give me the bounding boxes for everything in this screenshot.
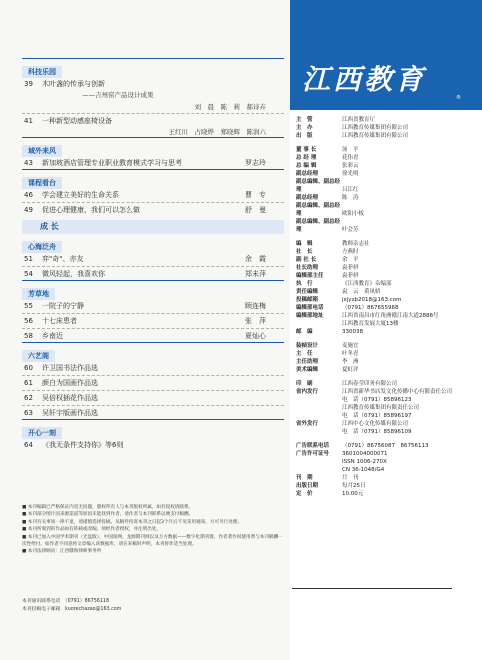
masthead-row <box>296 124 480 132</box>
masthead-key: 省内发行 <box>296 389 319 395</box>
toc-entry[interactable]: 62 吴倍权插花作品选 <box>24 394 98 402</box>
masthead-value: 江西省南昌市红角洲赣江南大道2888号 <box>342 313 439 319</box>
masthead-value: 余 平 <box>342 257 359 263</box>
masthead-value: （0791）867655968 <box>342 305 399 311</box>
section-divider <box>22 342 284 343</box>
masthead-value: 张彩云 <box>342 163 359 169</box>
contact-phone: 本刊通讯联系电话 （0791）86756118 <box>22 599 109 604</box>
growth-title: 成 长 <box>40 222 59 231</box>
masthead-value: jxjyzb2018@163.com <box>342 297 402 303</box>
masthead-row <box>296 366 480 374</box>
masthead-row <box>296 304 480 312</box>
masthead-row <box>296 412 480 420</box>
masthead-row <box>296 350 480 358</box>
toc-subtitle: ——吉州窑产品设计成果 <box>82 91 154 99</box>
toc-entry[interactable]: 39 木叶盏的传承与创新 <box>24 80 105 88</box>
masthead-value: 吕江红 <box>342 187 359 193</box>
masthead-value: 月 刊 <box>342 475 359 481</box>
masthead-row <box>296 380 480 388</box>
masthead-row <box>296 146 480 154</box>
growth-banner <box>22 220 284 234</box>
masthead-key: 副 社 长 <box>296 257 317 263</box>
toc-entry[interactable]: 60 许卫国书法作品选 <box>24 364 98 372</box>
masthead-value: 汤 平 <box>342 147 359 153</box>
masthead-key: 执 行 <box>296 281 313 287</box>
masthead-row <box>296 202 480 218</box>
masthead-value: 江西省新华书店发文化传播中心有限责任公司 <box>342 389 453 395</box>
masthead-key: 社长助理 <box>296 265 319 271</box>
masthead-key: 副总编辑、副总经理 <box>296 219 341 233</box>
masthead-value: 江西教育传媒集团有限公司 <box>342 133 409 139</box>
masthead-value: 330038 <box>342 329 363 335</box>
masthead-key: 主 管 <box>296 117 313 123</box>
note-line: ■ 本刊法律顾问：江西赣和律师事务所 <box>22 549 102 555</box>
masthead-key: 出 版 <box>296 133 313 139</box>
masthead-row <box>296 240 480 248</box>
masthead-row <box>296 272 480 280</box>
masthead-value: 电 话（0791）85896197 <box>342 413 412 419</box>
masthead-row <box>296 388 480 396</box>
masthead-row <box>296 154 480 162</box>
contact-email: 本刊投稿电子邮箱 kuorechazao@163.com <box>22 607 122 612</box>
masthead-row <box>296 296 480 304</box>
masthead-key: 邮 编 <box>296 329 313 335</box>
masthead-value: 袁菲妍 <box>342 265 359 271</box>
masthead-value: 袁菲妍 <box>342 273 359 279</box>
masthead-row <box>296 328 480 336</box>
masthead-value: 麦施宜 <box>342 343 359 349</box>
masthead-row <box>296 312 480 320</box>
masthead-row <box>296 358 480 366</box>
masthead-row <box>296 256 480 264</box>
masthead-value: 叶会芳 <box>342 227 359 233</box>
section-title: 科技乐园 <box>22 66 62 78</box>
masthead-key: 广告联系电话 <box>296 443 330 449</box>
masthead-row <box>296 264 480 272</box>
masthead-key: 投稿邮箱 <box>296 297 319 303</box>
masthead-key: 省外发行 <box>296 421 319 427</box>
masthead-value: 江西中心文化传媒有限公司 <box>342 421 409 427</box>
toc-entry[interactable]: 46 学会建立美好的生命关系 曹 专 <box>24 191 266 199</box>
masthead-info <box>296 116 480 498</box>
masthead-value: 每月25日 <box>342 483 366 489</box>
section-title: 芳草地 <box>22 288 55 300</box>
masthead-row <box>296 404 480 412</box>
masthead-value: 江西省教育厅 <box>342 117 376 123</box>
masthead-row <box>296 320 480 328</box>
masthead-value: CN 36-1048/G4 <box>342 467 385 473</box>
masthead-value: 10.00元 <box>342 491 364 497</box>
toc-entry[interactable]: 58 乡南近 夏灿心 <box>24 332 266 340</box>
masthead-value: 江西春莹印务有限公司 <box>342 381 398 387</box>
masthead-value: 叶冬青 <box>342 351 359 357</box>
masthead-value: 徐光明 <box>342 171 359 177</box>
masthead-value: 袁 云 黄凤娇 <box>342 289 381 295</box>
masthead-key: 印 刷 <box>296 381 313 387</box>
masthead-row <box>296 396 480 404</box>
masthead-row <box>296 248 480 256</box>
masthead-key: 刊 期 <box>296 475 313 481</box>
masthead-row <box>296 342 480 350</box>
masthead-row <box>296 466 480 474</box>
masthead-row <box>296 288 480 296</box>
note-line: ■ 本刊已加入中国学术期刊（光盘版）、中国知网、龙源期刊网以及万方数据——数字化期刊群，作者著作权使用费与本刊稿酬一次性给付。如作者不同意将文章编入该数据库，请在来稿时声明，本刊将作适当处理。 <box>22 534 283 548</box>
masthead-row <box>296 132 480 140</box>
masthead-key: 副总经理 <box>296 171 319 177</box>
masthead-value: 花伟青 <box>342 155 359 161</box>
masthead-key: 定 价 <box>296 491 313 497</box>
masthead-row <box>296 194 480 202</box>
masthead-key: 主 任 <box>296 351 313 357</box>
masthead-key: 董 事 长 <box>296 147 317 153</box>
masthead-key: 编 辑 <box>296 241 313 247</box>
masthead-value: 夏虹评 <box>342 367 359 373</box>
magazine-logo: 江西教育 <box>302 63 427 96</box>
masthead-value: 电 话（0791）85896109 <box>342 429 412 435</box>
masthead-key: 主任助理 <box>296 359 319 365</box>
masthead-value: 电 话（0791）85896123 <box>342 397 412 403</box>
editorial-notes <box>22 504 284 556</box>
registered-mark: ® <box>456 95 461 101</box>
toc-entry[interactable]: 56 十七床患者 张 萍 <box>24 317 266 325</box>
masthead-row <box>296 482 480 490</box>
masthead-row <box>296 450 480 458</box>
toc-entry[interactable]: 51 弈"奇"、亦友 余 霞 <box>24 255 266 263</box>
masthead-row <box>296 218 480 234</box>
masthead-value: 陈 涛 <box>342 195 359 201</box>
toc-entry[interactable]: 49 促进心理健康，我们可以怎么做 舒 曼 <box>24 206 266 214</box>
masthead-key: 广告许可证号 <box>296 451 330 457</box>
note-line: ■ 本刊有关事项一律不退，请谨慎选择投稿。从稿件投寄本刊之日起3个月后不见采用通知，方可另行处理。 <box>22 519 243 525</box>
masthead-key: 总 经 理 <box>296 155 317 161</box>
section-title: 课程看台 <box>22 177 62 189</box>
masthead-value: 3601004000071 <box>342 451 388 457</box>
masthead-value: 方燕时 <box>342 249 359 255</box>
toc-entry[interactable]: 63 吴轩宇版画作品选 <box>24 409 98 417</box>
masthead-key: 装帧设计 <box>296 343 319 349</box>
masthead-value: 李 洲 <box>342 359 359 365</box>
note-line: ■ 本刊部分图片因来源渠道等原因未能找到作者，请作者与本刊联系以便支付稿酬。 <box>22 512 194 518</box>
toc-entry[interactable]: 43 新加坡酒店管理专业职业教育模式学习与思考 罗志玲 <box>24 159 266 167</box>
masthead-key: 主 办 <box>296 125 313 131</box>
toc-entry[interactable]: 61 颜白为国画作品选 <box>24 379 98 387</box>
masthead-row <box>296 280 480 288</box>
masthead-key: 责任编辑 <box>296 289 319 295</box>
masthead-row <box>296 490 480 498</box>
masthead-key: 编辑部地址 <box>296 313 324 319</box>
section-divider <box>22 137 284 138</box>
toc-authors-row: 王红川 占晓烨 郑晓辉 陈润六 <box>168 128 266 136</box>
toc-entry[interactable]: 64 《我无条件支持你》等6则 <box>24 441 124 449</box>
section-divider <box>22 419 284 420</box>
masthead-key: 总 编 辑 <box>296 163 317 169</box>
masthead-value: 欧阳小板 <box>342 211 365 217</box>
toc-entry[interactable]: 41 一种新型动感座椅设备 <box>24 117 112 125</box>
masthead-row <box>296 474 480 482</box>
section-title: 开心一刻 <box>22 427 62 439</box>
masthead-row <box>296 428 480 436</box>
masthead-key: 副总编辑、副总经理 <box>296 203 341 217</box>
masthead-row <box>296 420 480 428</box>
masthead-key: 副总编辑、副总经理 <box>296 179 341 193</box>
note-line: ■ 本刊编辑已严格保证内容无问题，版权所有人与本刊版权所属，如有侵权请联系。 <box>22 505 194 510</box>
masthead-key: 美术编辑 <box>296 367 319 373</box>
masthead-row <box>296 442 480 450</box>
masthead-row <box>296 178 480 194</box>
section-title: 心海泛舟 <box>22 241 62 253</box>
divider-line <box>292 588 452 589</box>
contact-info <box>22 598 121 614</box>
masthead-key: 出版日期 <box>296 483 319 489</box>
masthead-value: 江西教育发展大厦13楼 <box>342 321 399 327</box>
masthead-value: 江西教育传媒集团有限责任公司 <box>342 405 420 411</box>
masthead-banner <box>290 0 482 110</box>
section-divider <box>22 280 284 281</box>
masthead-value: 《江西教育》杂编部 <box>342 281 392 287</box>
section-divider <box>22 58 284 59</box>
masthead-value: 江西教育传媒集团有限公司 <box>342 125 409 131</box>
masthead-key: 编辑部主任 <box>296 273 324 279</box>
masthead-key: 副总经理 <box>296 195 319 201</box>
toc-authors-row: 刘 晨 陈 莉 郝诗卉 <box>194 103 266 111</box>
section-title: 域外来风 <box>22 145 62 157</box>
toc-entry[interactable]: 55 一院子的宁静 顾连梅 <box>24 302 266 310</box>
section-title: 六艺阁 <box>22 350 55 362</box>
masthead-key: 编辑部电话 <box>296 305 324 311</box>
masthead-value: 教师杂志社 <box>342 241 370 247</box>
masthead-key: 社 长 <box>296 249 313 255</box>
section-divider <box>22 169 284 170</box>
masthead-row <box>296 458 480 466</box>
masthead-row <box>296 116 480 124</box>
masthead-row <box>296 162 480 170</box>
masthead-value: （0791）86756087 86756113 <box>342 443 429 449</box>
note-line: ■ 本刊所收到的作品如有转载或改编，须经作者授权，并注明出处。 <box>22 527 162 533</box>
masthead-value: ISSN 1006-270X <box>342 459 387 465</box>
toc-entry[interactable]: 54 微风轻起，我喜欢你 郑未萍 <box>24 270 266 278</box>
masthead-row <box>296 170 480 178</box>
